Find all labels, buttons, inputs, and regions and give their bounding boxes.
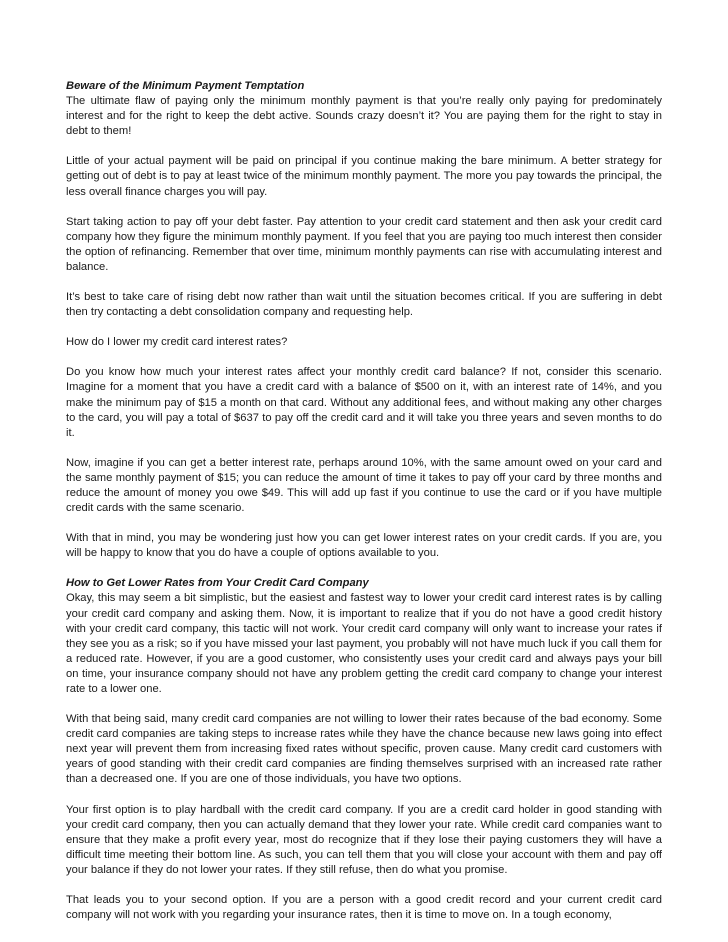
paragraph: Your first option is to play hardball with the credit card company. If you are a credit card holder in good standing with your credit card company, then you can actually demand that they lower your rate. While credit card companies want to ensure that they make a profit every year, most do recognize that if they lose their paying customers they will have a difficult time meeting their bottom line. As such, you can tell them that you will close your account with them and pay off your balance if they do not lower your rates. If they still refuse, then do what you promise. <box>66 803 662 876</box>
paragraph: With that being said, many credit card companies are not willing to lower their rates because of the bad economy. Some credit card companies are taking steps to increase rates while they have the chance because new laws going into effect next year will prevent them from increasing fixed rates without specific, proven cause. Many credit card customers with years of good standing with their credit card companies are finding themselves surprised with an increased rate rather than a decreased one. If you are one of those individuals, you have two options. <box>66 713 662 786</box>
paragraph: Start taking action to pay off your debt faster. Pay attention to your credit card statement and then ask your credit card company how they figure the minimum monthly payment. If you feel that you are paying too much interest then consider the option of refinancing. Remember that over time, minimum monthly payments can rise with accumulating interest and balance. <box>66 215 662 273</box>
paragraph: Okay, this may seem a bit simplistic, but the easiest and fastest way to lower your credit card interest rates is by calling your credit card company and asking them. Now, it is important to realize that if you do not have a good credit history with your credit card company, this tactic will not work. Your credit card company will only want to increase your rates if they see you as a risk; so if you have missed your last payment, you probably will not have much luck if you call them for a reduced rate. However, if you are a good customer, who consistently uses your credit card and always pays your bill on time, your insurance company should not have any problem getting the credit card company to change your interest rate to a lower one. <box>66 592 662 695</box>
document-page <box>66 79 662 938</box>
paragraph: The ultimate flaw of paying only the minimum monthly payment is that you’re really only paying for predominately interest and for the right to keep the debt active. Sounds crazy doesn’t it? You are paying them for the right to stay in debt to them! <box>66 95 662 138</box>
paragraph: It’s best to take care of rising debt now rather than wait until the situation becomes critical. If you are suffering in debt then try contacting a debt consolidation company and requesting help. <box>66 291 662 319</box>
paragraph: That leads you to your second option. If you are a person with a good credit record and your current credit card company will not work with you regarding your insurance rates, then it is time to move on. In a tough economy, <box>66 894 662 922</box>
section-heading-lower-rates: How to Get Lower Rates from Your Credit Card Company <box>66 577 369 590</box>
paragraph: Do you know how much your interest rates affect your monthly credit card balance? If not, consider this scenario. Imagine for a moment that you have a credit card with a balance of $500 on it, with an interest rate of 14%, and you make the minimum pay of $15 a month on that card. Without any additional fees, and without making any other charges to the card, you will pay a total of $637 to pay off the credit card and it will take you three years and seven months to do it. <box>66 366 662 439</box>
paragraph: Now, imagine if you can get a better interest rate, perhaps around 10%, with the same amount owed on your card and the same monthly payment of $15; you can reduce the amount of time it takes to pay off your card by three months and reduce the amount of money you owe $49. This will add up fast if you continue to use the card or if you have multiple credit cards with the same scenario. <box>66 456 662 515</box>
paragraph: With that in mind, you may be wondering just how you can get lower interest rates on your credit cards. If you are, you will be happy to know that you do have a couple of options available to you. <box>66 532 662 560</box>
paragraph: Little of your actual payment will be paid on principal if you continue making the bare minimum. A better strategy for getting out of debt is to pay at least twice of the minimum monthly payment. The more you pay towards the principal, the less overall finance charges you will pay. <box>66 155 662 198</box>
question-line: How do I lower my credit card interest rates? <box>66 336 288 349</box>
section-heading-minimum-payment: Beware of the Minimum Payment Temptation <box>66 80 305 92</box>
